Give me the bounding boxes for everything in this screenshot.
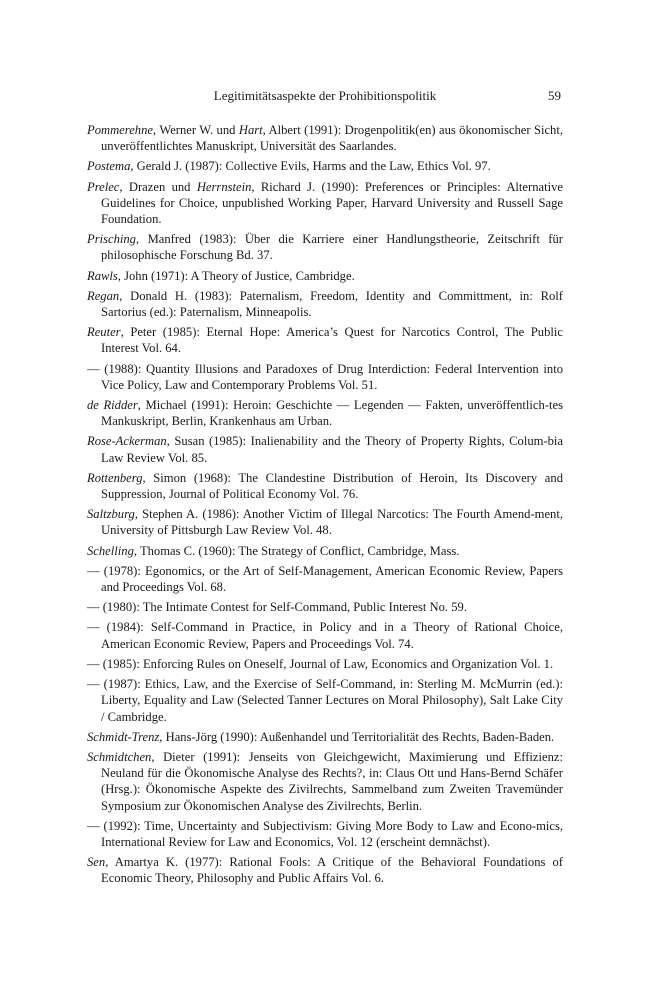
reference-text: , John (1971): A Theory of Justice, Cambridge. <box>117 268 355 283</box>
reference-entry <box>87 122 563 154</box>
reference-text: — (1978): Egonomics, or the Art of Self-Management, American Economic Review, Papers and Proceedings Vol. 68. <box>87 563 563 595</box>
reference-text: — (1980): The Intimate Contest for Self-Command, Public Interest No. 59. <box>87 600 467 615</box>
reference-author: Postema <box>87 159 131 174</box>
reference-entry <box>87 599 563 615</box>
reference-author: Reuter <box>87 325 121 340</box>
reference-text: , Gerald J. (1987): Collective Evils, Harms and the Law, Ethics Vol. 97. <box>130 159 491 174</box>
reference-entry <box>87 158 563 174</box>
book-page <box>87 86 563 891</box>
reference-entry <box>87 656 563 672</box>
reference-author: Prelec <box>87 179 120 194</box>
reference-entry <box>87 268 563 284</box>
reference-text: , Thomas C. (1960): The Strategy of Conflict, Cambridge, Mass. <box>133 543 460 558</box>
reference-author: Pommerehne <box>87 123 153 137</box>
running-head <box>87 86 563 106</box>
running-title: Legitimitätsaspekte der Prohibitionspolitik <box>213 88 437 103</box>
reference-text: , Peter (1985): Eternal Hope: America’s Quest for Narcotics Control, The Public Interest Vol. 64. <box>101 325 563 356</box>
reference-entry <box>87 749 563 814</box>
reference-text: , Drazen und <box>119 179 197 194</box>
reference-text: — (1984): Self-Command in Practice, in Policy and in a Theory of Rational Choice, American Economic Review, Papers and Proceedings Vol. 74. <box>87 620 563 651</box>
reference-entry <box>87 619 563 651</box>
reference-text: , Manfred (1983): Über die Karriere einer Handlungstheorie, Zeitschrift für philosophische Forschung Bd. 37. <box>101 232 563 263</box>
reference-author: Saltzburg <box>87 507 135 522</box>
reference-author: Schmidt-Trenz <box>87 729 160 744</box>
reference-entry <box>87 397 563 429</box>
reference-entry <box>87 543 563 559</box>
reference-entry <box>87 470 563 502</box>
reference-entry <box>87 563 563 595</box>
reference-entry <box>87 676 563 725</box>
reference-entry <box>87 361 563 393</box>
reference-entry <box>87 433 563 465</box>
reference-entry <box>87 818 563 850</box>
reference-author: Regan <box>87 288 120 303</box>
reference-text: , Stephen A. (1986): Another Victim of Illegal Narcotics: The Fourth Amend-ment, University of Pittsburgh Law Review Vol. 48. <box>101 507 563 538</box>
reference-author: Sen <box>87 855 106 870</box>
reference-entry <box>87 729 563 745</box>
reference-author: Prisching <box>87 232 136 247</box>
reference-text: , Richard J. (1990): Preferences or Principles: Alternative Guidelines for Choice, unpublished Working Paper, Harvard University and Russell Sage Foundation. <box>101 179 563 227</box>
reference-text: — (1985): Enforcing Rules on Oneself, Journal of Law, Economics and Organization Vol. 1. <box>87 656 554 671</box>
reference-author: Schelling <box>87 543 134 558</box>
reference-author: Herrnstein <box>196 179 252 194</box>
reference-text: , Simon (1968): The Clandestine Distribution of Heroin, Its Discovery and Suppression, Journal of Political Economy Vol. 76. <box>101 470 563 502</box>
reference-entry <box>87 854 563 886</box>
reference-text: — (1987): Ethics, Law, and the Exercise of Self-Command, in: Sterling M. McMurrin (ed.): Liberty, Equality and Law (Selected Tanner Lectures on Moral Philosophy), Salt Lake City / Cambridge. <box>87 677 563 724</box>
reference-text: , Dieter (1991): Jenseits von Gleichgewicht, Maximierung und Effizienz: Neuland für die Ökonomische Analyse des Rechts?, in: Claus Ott und Hans-Bernd Schäfer (Hrsg.): Ökonomische Aspekte des Zivilrechts, Sammelband zum Zweiten Travemünder Symposium zur Ökonomischen Analyse des Zivilrechts, Berlin. <box>101 749 563 813</box>
reference-author: Rawls <box>87 268 118 283</box>
reference-text: , Werner W. und <box>152 123 239 137</box>
reference-author: de Ridder <box>87 398 138 413</box>
reference-entry <box>87 179 563 228</box>
reference-author: Schmidtchen <box>87 749 152 764</box>
page-number: 59 <box>548 88 561 103</box>
reference-list <box>87 122 563 887</box>
reference-entry <box>87 506 563 538</box>
reference-text: , Hans-Jörg (1990): Außenhandel und Territorialität des Rechts, Baden-Baden. <box>159 729 555 744</box>
reference-author: Rose-Ackerman <box>87 434 167 449</box>
reference-text: , Susan (1985): Inalienability and the Theory of Property Rights, Colum-bia Law Review Vol. 85. <box>101 434 563 465</box>
reference-entry <box>87 231 563 263</box>
reference-author: Hart <box>238 123 263 137</box>
reference-text: , Michael (1991): Heroin: Geschichte — Legenden — Fakten, unveröffentlich-tes Mankuskript, Berlin, Krankenhaus am Urban. <box>101 398 563 429</box>
reference-author: Rottenberg <box>87 470 143 485</box>
reference-text: , Donald H. (1983): Paternalism, Freedom, Identity and Committment, in: Rolf Sartorius (ed.): Paternalism, Minneapolis. <box>101 288 563 320</box>
reference-text: , Albert (1991): Drogenpolitik(en) aus ökonomischer Sicht, unveröffentlichtes Manuskript, Universität des Saarlandes. <box>101 123 563 154</box>
reference-text: — (1992): Time, Uncertainty and Subjectivism: Giving More Body to Law and Econo-mics, International Review for Law and Economics, Vol. 12 (erscheint demnächst). <box>87 818 563 849</box>
reference-entry <box>87 288 563 320</box>
reference-text: — (1988): Quantity Illusions and Paradoxes of Drug Interdiction: Federal Intervention into Vice Policy, Law and Contemporary Problems Vol. 51. <box>87 361 563 392</box>
reference-text: , Amartya K. (1977): Rational Fools: A Critique of the Behavioral Foundations of Economic Theory, Philosophy and Public Affairs Vol. 6. <box>101 855 563 886</box>
reference-entry <box>87 324 563 356</box>
